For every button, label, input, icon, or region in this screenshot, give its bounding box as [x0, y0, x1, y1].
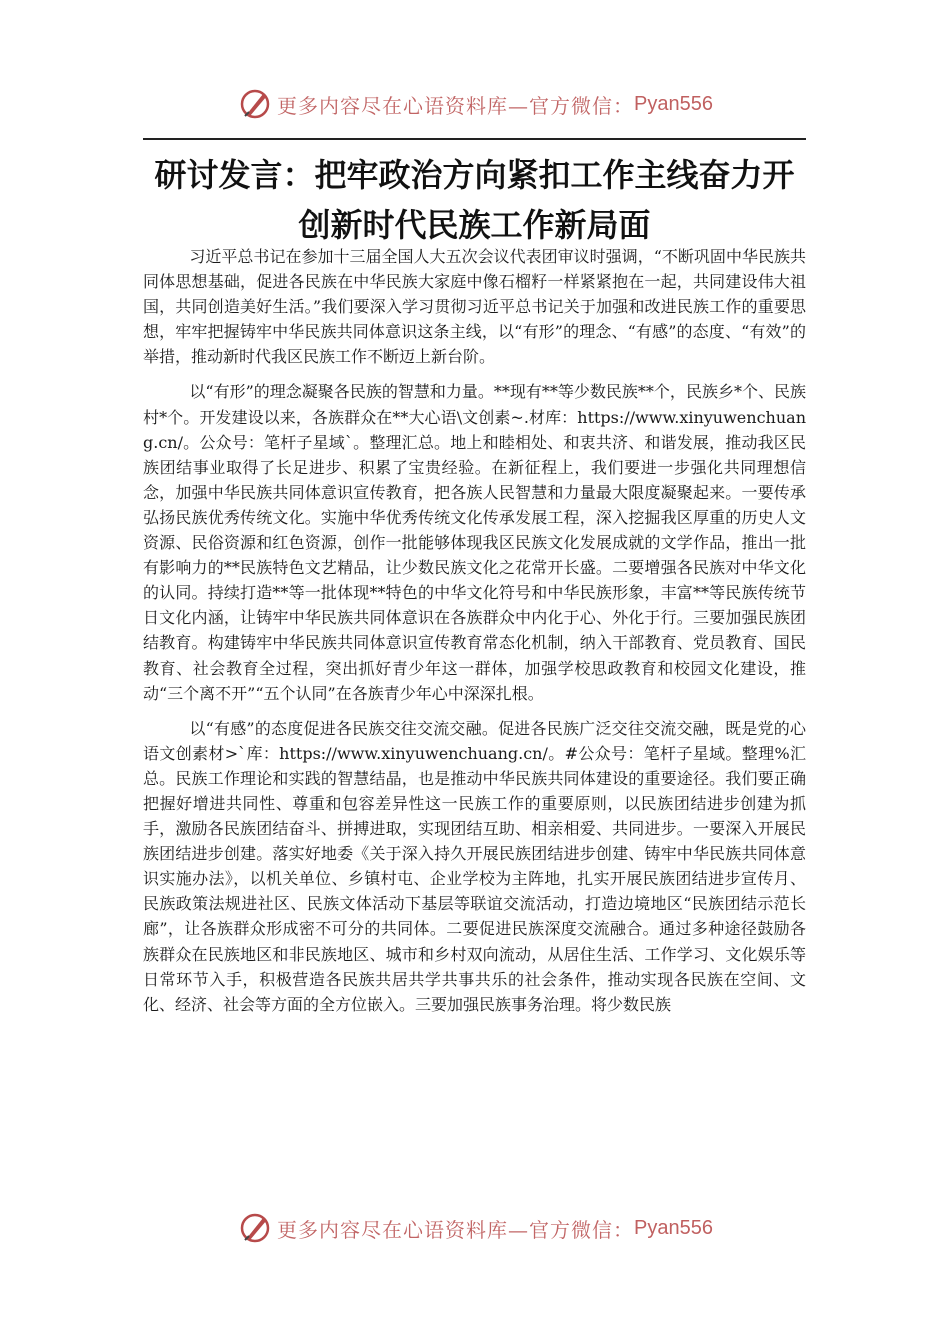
header-watermark-banner: [0, 82, 950, 126]
paragraph-intro: 习近平总书记在参加十三届全国人大五次会议代表团审议时强调，“不断巩固中华民族共同体思想基础，促进各民族在中华民族大家庭中像石榴籽一样紧紧抱在一起，共同建设伟大祖国，共同创造美好生活。”我们要深入学习贯彻习近平总书记关于加强和改进民族工作的重要思想，牢牢把握铸牢中华民族共同体意识这条主线，以“有形”的理念、“有感”的态度、“有效”的举措，推动新时代我区民族工作不断迈上新台阶。: [143, 247, 806, 367]
footer-watermark-banner: [0, 1206, 950, 1250]
banner-text: 更多内容尽在心语资料库—官方微信：: [277, 93, 635, 118]
banner-wechat-id: Pyan556: [634, 1216, 713, 1239]
paragraph-youxing: 以“有形”的理念凝聚各民族的智慧和力量。**现有**等少数民族**个，民族乡*个、民族村*个。开发建设以来，各族群众在**大心语\文创素~.材库：https://www.xinyuwenchuang.cn/。公众号：笔杆子星域`。整理汇总。地上和睦相处、和衷共济、和谐发展，推动我区民族团结事业取得了长足进步、积累了宝贵经验。在新征程上，我们要进一步强化共同理想信念，加强中华民族共同体意识宣传教育，把各族人民智慧和力量最大限度凝聚起来。一要传承弘扬民族优秀传统文化。实施中华优秀传统文化传承发展工程，深入挖掘我区厚重的历史人文资源、民俗资源和红色资源，创作一批能够体现我区民族文化发展成就的文学作品，推出一批有影响力的**民族特色文艺精品，让少数民族文化之花常开长盛。二要增强各民族对中华文化的认同。持续打造**等一批体现**特色的中华文化符号和中华民族形象，丰富**等民族传统节日文化内涵，让铸牢中华民族共同体意识在各族群众中内化于心、外化于行。三要加强民族团结教育。构建铸牢中华民族共同体意识宣传教育常态化机制，纳入干部教育、党员教育、国民教育、社会教育全过程，突出抓好青少年这一群体，加强学校思政教育和校园文化建设，推动“三个离不开”“五个认同”在各族青少年心中深深扎根。: [143, 382, 806, 703]
paragraph-yougan: 以“有感”的态度促进各民族交往交流交融。促进各民族广泛交往交流交融，既是党的心语文创素材>`库：https://www.xinyuwenchuang.cn/。#公众号：笔杆子星域。整理%汇总。民族工作理论和实践的智慧结晶，也是推动中华民族共同体建设的重要途径。我们要正确把握好增进共同性、尊重和包容差异性这一民族工作的重要原则，以民族团结进步创建为抓手，激励各民族团结奋斗、拼搏进取，实现团结互助、相亲相爱、共同进步。一要深入开展民族团结进步创建。落实好地委《关于深入持久开展民族团结进步创建、铸牢中华民族共同体意识实施办法》，以机关单位、乡镇村屯、企业学校为主阵地，扎实开展民族团结进步宣传月、民族政策法规进社区、民族文体活动下基层等联谊交流活动，打造边境地区“民族团结示范长廊”，让各族群众形成密不可分的共同体。二要促进民族深度交流融合。通过多种途径鼓励各族群众在民族地区和非民族地区、城市和乡村双向流动，从居住生活、工作学习、文化娱乐等日常环节入手，积极营造各民族共居共学共事共乐的社会条件，推动实现各民族在空间、文化、经济、社会等方面的全方位嵌入。三要加强民族事务治理。将少数民族: [143, 718, 806, 1014]
header-rule: [143, 138, 806, 140]
document-body: [143, 244, 806, 1027]
document-title: 研讨发言：把牢政治方向紧扣工作主线奋力开创新时代民族工作新局面: [154, 156, 795, 244]
banner-wechat-id: Pyan556: [634, 92, 713, 115]
quill-pen-logo-icon: [237, 1210, 273, 1246]
quill-pen-logo-icon: [237, 86, 273, 122]
banner-text: 更多内容尽在心语资料库—官方微信：: [277, 1217, 635, 1242]
